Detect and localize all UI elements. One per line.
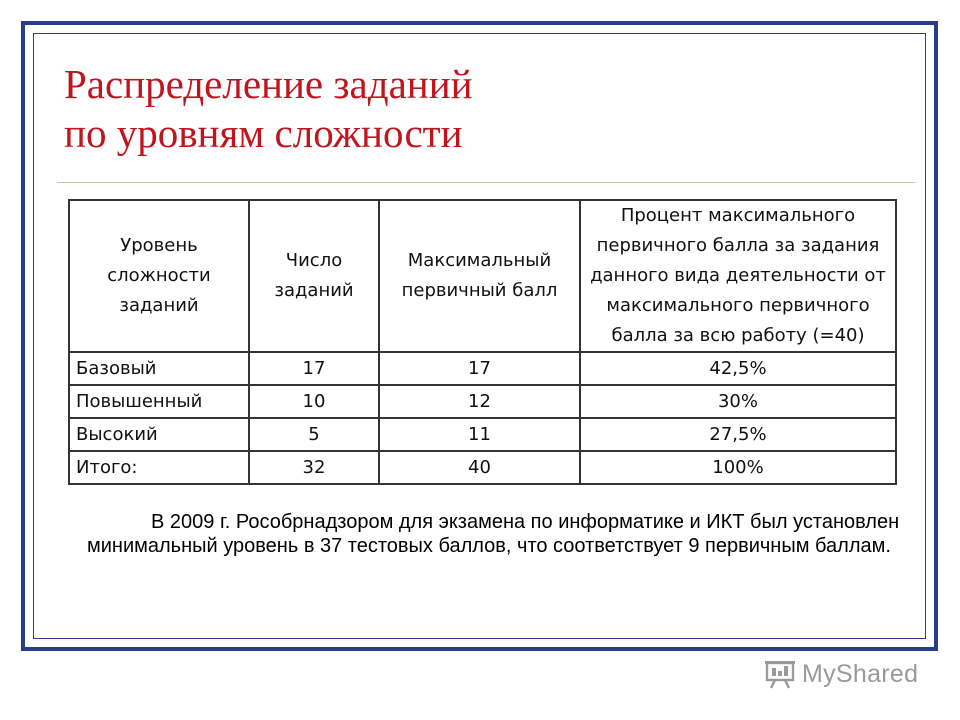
difficulty-table bbox=[68, 199, 897, 485]
cell-max-score: 40 bbox=[379, 451, 580, 484]
cell-count: 5 bbox=[249, 418, 379, 451]
title-divider bbox=[57, 182, 915, 183]
table-header-row bbox=[69, 200, 896, 352]
table-row bbox=[69, 352, 896, 385]
cell-count: 17 bbox=[249, 352, 379, 385]
cell-max-score: 11 bbox=[379, 418, 580, 451]
cell-level: Повышенный bbox=[69, 385, 249, 418]
title-line-1: Распределение заданий bbox=[64, 61, 473, 107]
table-row bbox=[69, 385, 896, 418]
cell-max-score: 12 bbox=[379, 385, 580, 418]
cell-percent: 100% bbox=[580, 451, 896, 484]
note-paragraph: В 2009 г. Рособрнадзором для экзамена по информатике и ИКТ был установлен минимальный уровень в 37 тестовых баллов, что соответствует 9 первичным баллам. bbox=[87, 511, 900, 557]
presentation-board-icon bbox=[764, 659, 796, 689]
header-max-score: Максимальный первичный балл bbox=[379, 200, 580, 352]
header-level: Уровень сложности заданий bbox=[69, 200, 249, 352]
cell-level: Итого: bbox=[69, 451, 249, 484]
watermark-text: MyShared bbox=[802, 659, 919, 688]
slide-title bbox=[64, 60, 884, 158]
cell-percent: 27,5% bbox=[580, 418, 896, 451]
myshared-watermark[interactable] bbox=[764, 656, 918, 692]
cell-level: Базовый bbox=[69, 352, 249, 385]
header-percent: Процент максимального первичного балла за задания данного вида деятельности от максимального первичного балла за всю работу (=40) bbox=[580, 200, 896, 352]
cell-count: 32 bbox=[249, 451, 379, 484]
cell-max-score: 17 bbox=[379, 352, 580, 385]
cell-level: Высокий bbox=[69, 418, 249, 451]
table-row bbox=[69, 418, 896, 451]
cell-percent: 30% bbox=[580, 385, 896, 418]
title-line-2: по уровням сложности bbox=[64, 110, 463, 156]
cell-count: 10 bbox=[249, 385, 379, 418]
table-row-total bbox=[69, 451, 896, 484]
header-count: Число заданий bbox=[249, 200, 379, 352]
cell-percent: 42,5% bbox=[580, 352, 896, 385]
